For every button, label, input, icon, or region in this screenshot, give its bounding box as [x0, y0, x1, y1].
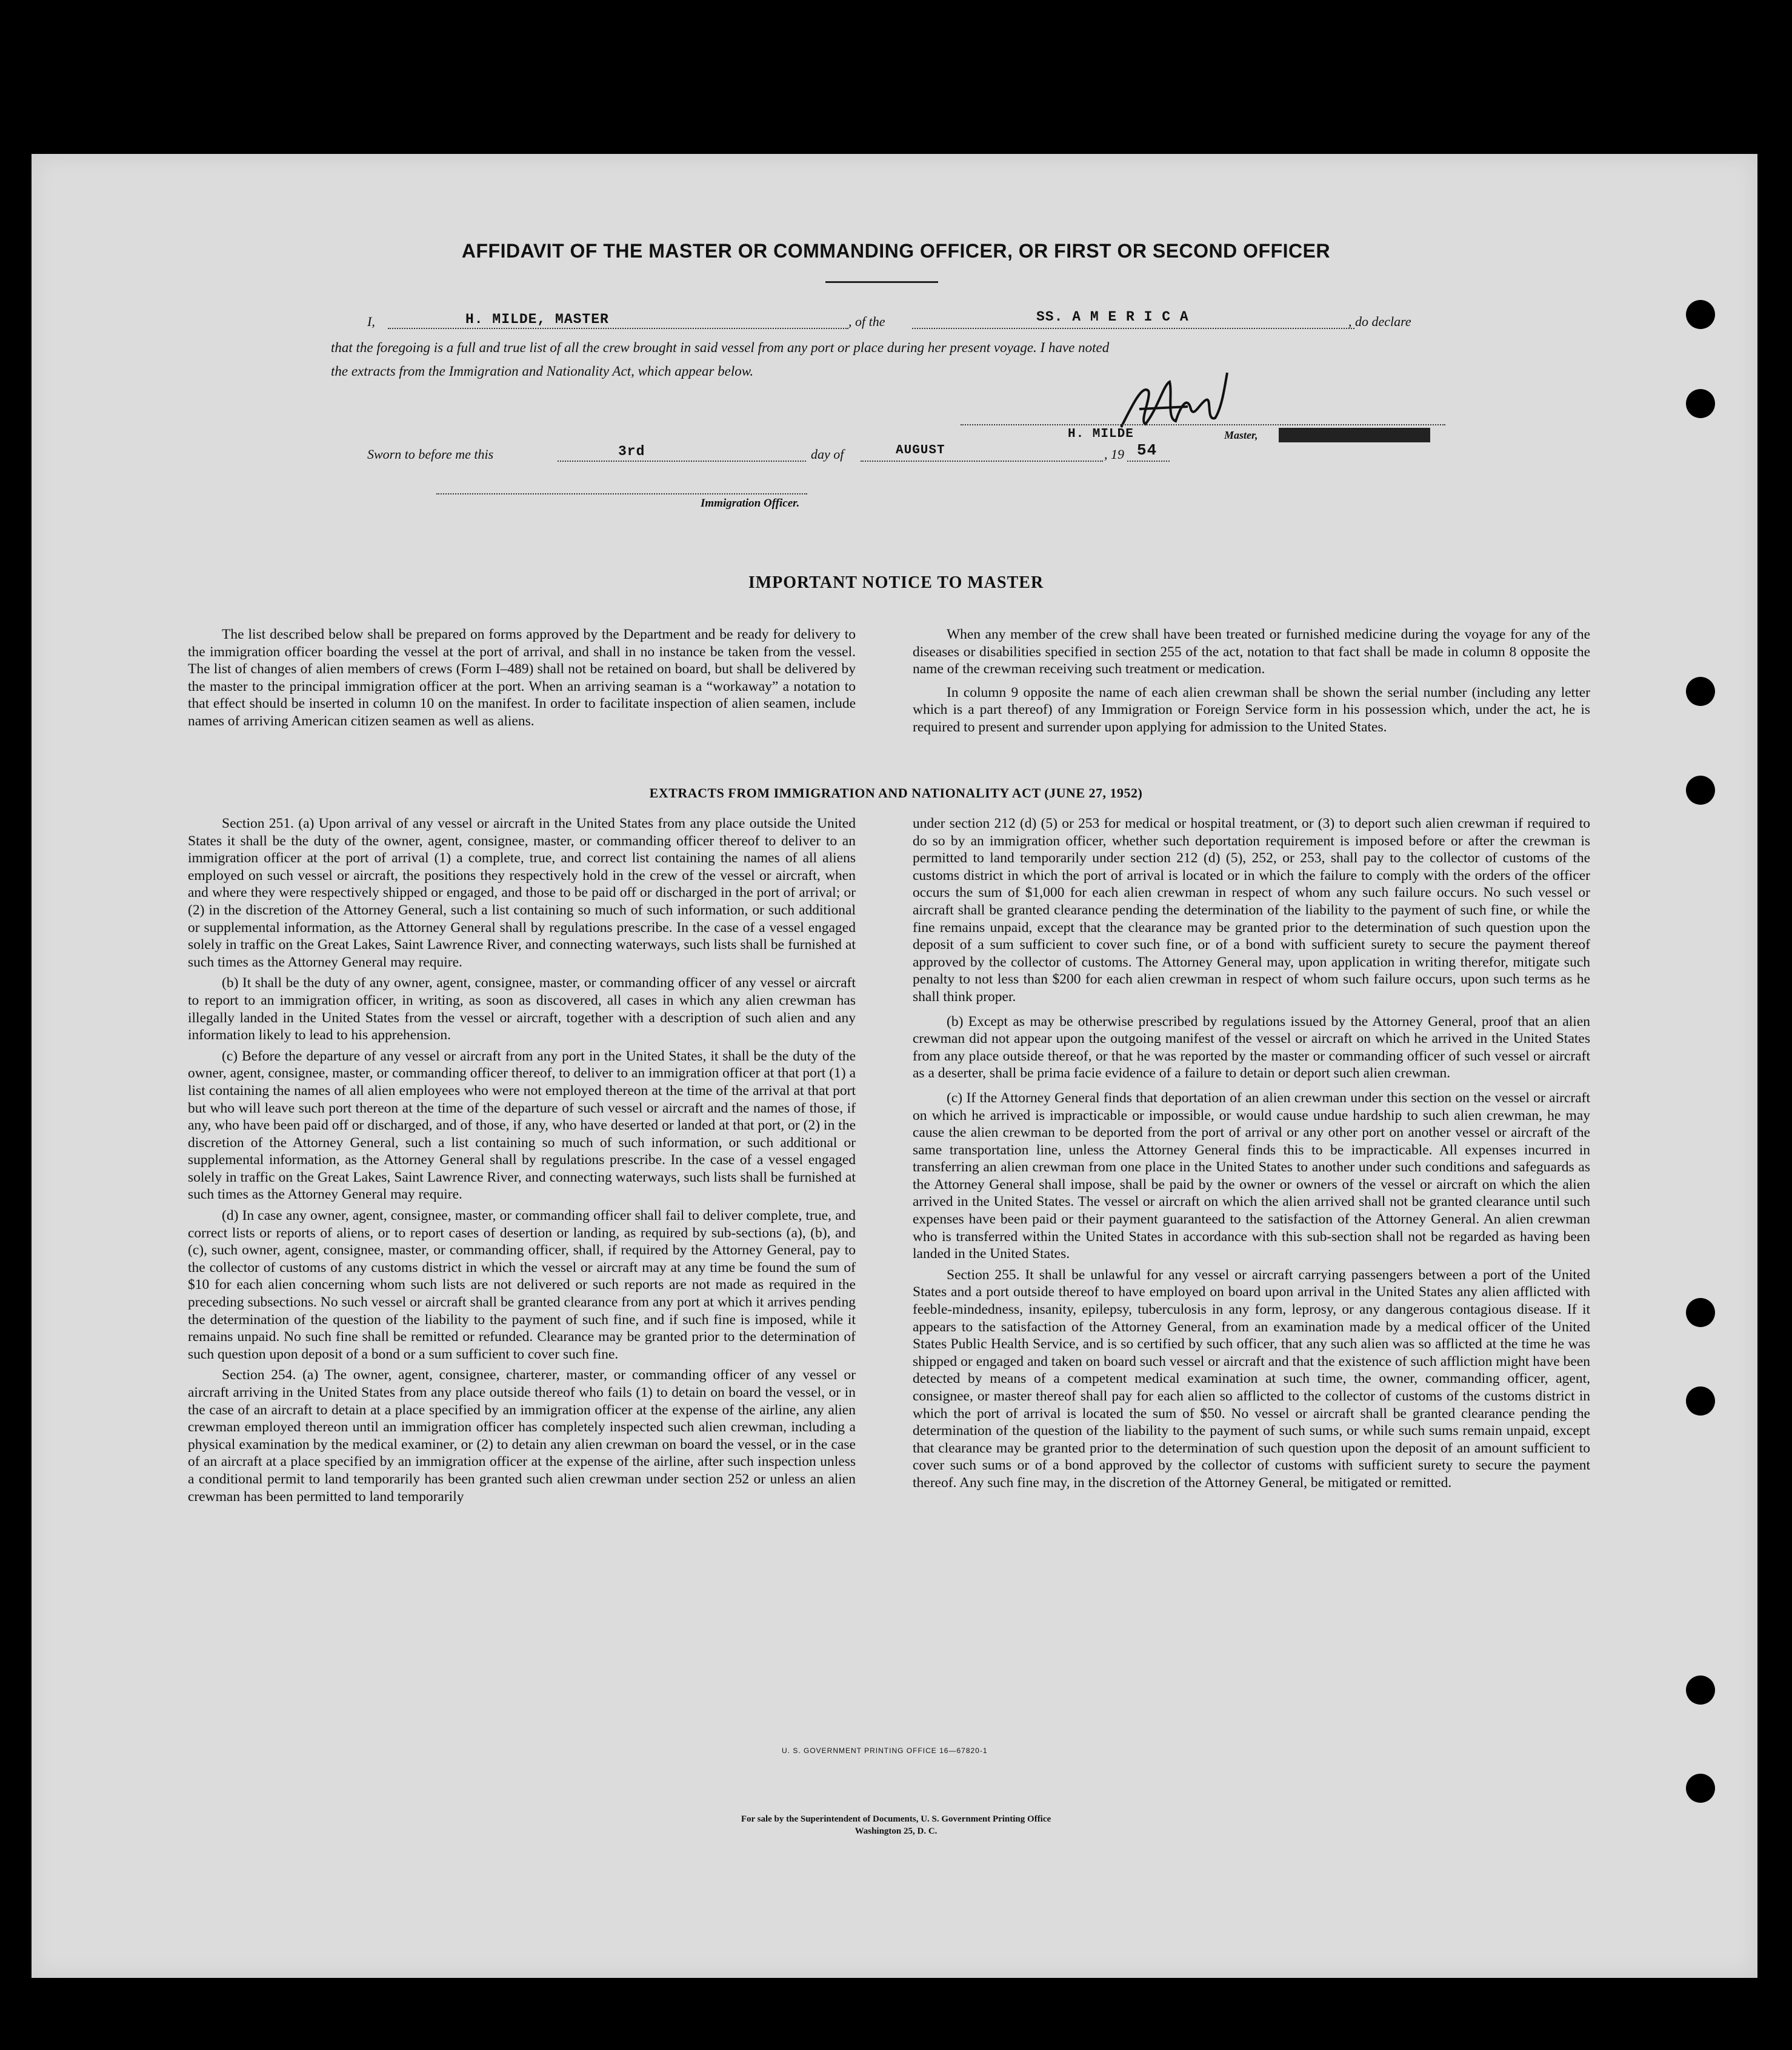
punch-hole: [1686, 1774, 1715, 1803]
act-paragraph: Section 251. (a) Upon arrival of any vessel or aircraft in the United States from any place outside the United States it shall be the duty of the owner, agent, consignee, master, or commanding officer thereof to deliver to an immigration officer at the port of arrival (1) a complete, true, and correct list containing the names of all aliens employed on such vessel or aircraft, the positions they respectively hold in the crew of the vessel or aircraft, when and where they were respectively shipped or engaged, and those to be paid off or discharged in the port of arrival; or (2) in the discretion of the Attorney General, such a list containing so much of such information, or such additional or supplemental information, as the Attorney General shall by regulations prescribe. In the case of a vessel engaged solely in traffic on the Great Lakes, Saint Lawrence River, and connecting waterways, such lists shall be furnished at such times as the Attorney General may require.: [188, 816, 856, 970]
affidavit-title: AFFIDAVIT OF THE MASTER OR COMMANDING OFFICER, OR FIRST OR SECOND OFFICER: [461, 240, 1331, 262]
act-paragraph: Section 255. It shall be unlawful for any vessel or aircraft carrying passengers between a port of the United States and a port outside thereof to have employed on board upon arrival in the United States any alien afflicted with feeble-mindedness, insanity, epilepsy, tuberculosis in any form, leprosy, or any dangerous contagious disease. If it appears to the satisfaction of the Attorney General, from an examination made by a medical officer of the United States Public Health Service, and is so certified by such officer, that any such alien was so afflicted at the time he was shipped or engaged and taken on board such vessel or aircraft and that the existence of such affliction might have been detected by means of a competent medical examination at such time, the owner, commanding officer, agent, consignee, or master thereof shall pay for each alien so afflicted to the collector of customs of the customs district in which the port of arrival is located the sum of $50. No vessel or aircraft shall be granted clearance pending the determination of the question of the liability to the payment of such sums, or while such sums remain unpaid, except that clearance may be granted prior to the determination of such question upon the deposit of an amount sufficient to cover such sums or of a bond approved by the collector of customs with sufficient surety to secure the payment thereof. Any such fine may, in the discretion of the Attorney General, be mitigated or remitted.: [913, 1266, 1590, 1491]
sworn-day-line: [558, 461, 806, 462]
year-prefix-label: , 19: [1104, 447, 1124, 462]
sworn-month-line: [861, 461, 1103, 462]
act-paragraph: (d) In case any owner, agent, consignee, master, or commanding officer shall fail to deliver complete, true, and correct lists or reports of aliens, or to report cases of desertion or landing, as required by sub-sections (a), (b), and (c), such owner, agent, consignee, master, or commanding officer, shall, if required by the Attorney General, pay to the collector of customs of any customs district in which the vessel or aircraft may at any time be found the sum of $10 for each alien concerning whom such lists are not delivered or such reports are not made as required in the preceding subsections. No such vessel or aircraft shall be granted clearance from any port at which it arrives pending the determination of the question of the liability to the payment of such fine, and if such fine is imposed, while it remains unpaid. No such fine shall be remitted or refunded. Clearance may be granted prior to the determination of such question upon deposit of a bond or a sum sufficient to cover such fine.: [188, 1208, 856, 1362]
signature-line: [961, 424, 1445, 425]
notice-paragraph: The list described below shall be prepared on forms approved by the Department and be ready for delivery to the immigration officer boarding the vessel at the port of arrival, and shall in no instance be taken from the vessel. The list of changes of alien members of crews (Form I–489) shall not be retained on board, but shall be delivered by the master to the principal immigration officer at the port. When an arriving seaman is a “workaway” a notation to that effect should be inserted in column 10 on the manifest. In order to facilitate inspection of alien seamen, include names of arriving American citizen seamen as well as aliens.: [188, 627, 856, 729]
declaration-line-1: that the foregoing is a full and true list of all the crew brought in said vessel from any port or place during her present voyage. I have noted: [331, 340, 1110, 355]
title-divider: [825, 281, 938, 283]
redaction-bar: [1279, 428, 1430, 442]
extracts-right-column: [913, 815, 1590, 1496]
act-paragraph: (c) If the Attorney General finds that deportation of an alien crewman under this section on the vessel or aircraft on which he arrived is impracticable or impossible, or would cause undue hardship to such alien crewman, he may cause the alien crewman to be deported from the port of arrival or any other port on another vessel or aircraft of the same transportation line, unless the Attorney General finds this to be impracticable. All expenses incurred in transferring an alien crewman from one place in the United States to another under such conditions and safeguards as the Attorney General shall impose, shall be paid by the owner or owners of the vessel or aircraft on which the alien arrived in the United States. The vessel or aircraft on which the alien arrived shall not be granted clearance until such expenses have been paid or their payment guaranteed to the satisfaction of the Attorney General. An alien crewman who is transferred within the United States in accordance with this sub-section shall not be regarded as having been landed in the United States.: [913, 1090, 1590, 1262]
name-line: [388, 328, 848, 329]
i-label: I,: [367, 314, 375, 329]
gpo-code: U. S. GOVERNMENT PRINTING OFFICE 16—67820-1: [782, 1746, 988, 1755]
vessel-line: [912, 328, 1354, 329]
signature-typed-name: H. MILDE: [1068, 427, 1134, 441]
sworn-year-field: 54: [1137, 441, 1157, 459]
immigration-officer-label: Immigration Officer.: [701, 497, 800, 510]
sworn-day-field: 3rd: [618, 444, 645, 459]
notice-paragraph: In column 9 opposite the name of each alien crewman shall be shown the serial number (including any letter which is a part thereof) of any Immigration or Foreign Service form in his possession which, under the act, he is required to present and surrender upon applying for admission to the United States.: [913, 684, 1590, 735]
act-paragraph: Section 254. (a) The owner, agent, consignee, charterer, master, or commanding officer of any vessel or aircraft arriving in the United States from any place outside thereof who fails (1) to detain on board the vessel, or in the case of an aircraft to detain at a place specified by an immigration officer at the expense of the airline, any alien crewman employed thereon until an immigration officer has completely inspected such alien crewman, including a physical examination by the medical examiner, or (2) to detain any alien crewman on board the vessel, or in the case of an aircraft at a place specified by an immigration officer at the expense of the airline, after such inspection unless a conditional permit to land temporarily has been granted such alien crewman under section 252 or unless an alien crewman has been permitted to land temporarily: [188, 1367, 856, 1505]
sworn-label: Sworn to before me this: [367, 447, 494, 462]
immigration-officer-line: [436, 493, 807, 494]
punch-hole: [1686, 677, 1715, 706]
extracts-left-column: [188, 815, 856, 1509]
notice-left-column: [188, 626, 856, 734]
master-name-field: H. MILDE, MASTER: [465, 311, 609, 327]
notice-heading: IMPORTANT NOTICE TO MASTER: [748, 573, 1044, 592]
act-paragraph: (c) Before the departure of any vessel or aircraft from any port in the United States, it shall be the duty of the owner, agent, consignee, master, or commanding officer thereof, to deliver to an immigration officer at that port (1) a list containing the names of all alien employees who were not employed thereon at the time of the arrival at that port but who will leave such port thereon at the time of the departure of such vessel or aircraft and the names of those, if any, who have been paid off or discharged, and of those, if any, who have deserted or landed at that port, or (2) in the discretion of the Attorney General, such a list containing so much of such information, or such additional or supplemental information, as the Attorney General shall by regulations prescribe. In the case of a vessel engaged solely in traffic on the Great Lakes, Saint Lawrence River, and connecting waterways, such lists shall be furnished at such times as the Attorney General may require.: [188, 1048, 856, 1203]
vessel-name-field: SS. A M E R I C A: [1036, 309, 1189, 325]
punch-hole: [1686, 1298, 1715, 1327]
master-label: Master,: [1224, 429, 1258, 441]
day-of-label: day of: [811, 447, 844, 462]
punch-hole: [1686, 1386, 1715, 1416]
declare-label: , do declare: [1348, 314, 1411, 329]
act-paragraph: under section 212 (d) (5) or 253 for medical or hospital treatment, or (3) to deport such alien crewman if required to do so by an immigration officer, whether such deportation requirement is imposed before or after the crewman is permitted to land temporarily under section 212 (d) (5), 252, or 253, shall pay to the collector of customs of the customs district in which the port of arrival is located or in which the failure to comply with the orders of the officer occurs the sum of $1,000 for each alien crewman in respect of whom any such failure occurs. No such vessel or aircraft shall be granted clearance pending the determination of the liability to the payment of such fine, or while the fine remains unpaid, except that the clearance may be granted prior to the determination of such question upon the deposit of a sum sufficient to cover such fine, or of a bond with sufficient surety to secure the payment thereof approved by the collector of customs. The Attorney General may, upon application in writing therefor, mitigate such penalty to not less than $200 for each alien crewman in respect of whom such failure occurs, upon such terms as he shall think proper.: [913, 816, 1590, 1005]
year-line: [1127, 461, 1170, 462]
declaration-line-2: the extracts from the Immigration and Nationality Act, which appear below.: [331, 364, 754, 379]
act-paragraph: (b) It shall be the duty of any owner, agent, consignee, master, or commanding officer of any vessel or aircraft to report to an immigration officer, in writing, as soon as discovered, all cases in which any alien crewman has illegally landed in the United States from the vessel or aircraft, together with a description of such alien and any information likely to lead to his apprehension.: [188, 975, 856, 1043]
notice-paragraph: When any member of the crew shall have been treated or furnished medicine during the voyage for any of the diseases or disabilities specified in section 255 of the act, notation to that fact shall be made in column 8 opposite the name of the crewman receiving such treatment or medication.: [913, 627, 1590, 677]
sale-notice-line-2: Washington 25, D. C.: [854, 1826, 938, 1836]
act-paragraph: (b) Except as may be otherwise prescribed by regulations issued by the Attorney General, proof that an alien crewman did not appear upon the outgoing manifest of the vessel or aircraft on which he arrived in the United States from any place outside thereof, or that he was reported by the master or commanding officer of such vessel or aircraft as a deserter, shall be prima facie evidence of a failure to detain or deport such alien crewman.: [913, 1013, 1590, 1082]
notice-right-column: [913, 626, 1590, 740]
extracts-heading: EXTRACTS FROM IMMIGRATION AND NATIONALITY ACT (JUNE 27, 1952): [649, 785, 1143, 800]
sworn-month-field: AUGUST: [896, 444, 945, 458]
punch-hole: [1686, 300, 1715, 329]
punch-hole: [1686, 1676, 1715, 1705]
sale-notice-line-1: For sale by the Superintendent of Documents, U. S. Government Printing Office: [741, 1814, 1051, 1824]
punch-hole: [1686, 389, 1715, 418]
of-the-label: , of the: [848, 314, 885, 329]
